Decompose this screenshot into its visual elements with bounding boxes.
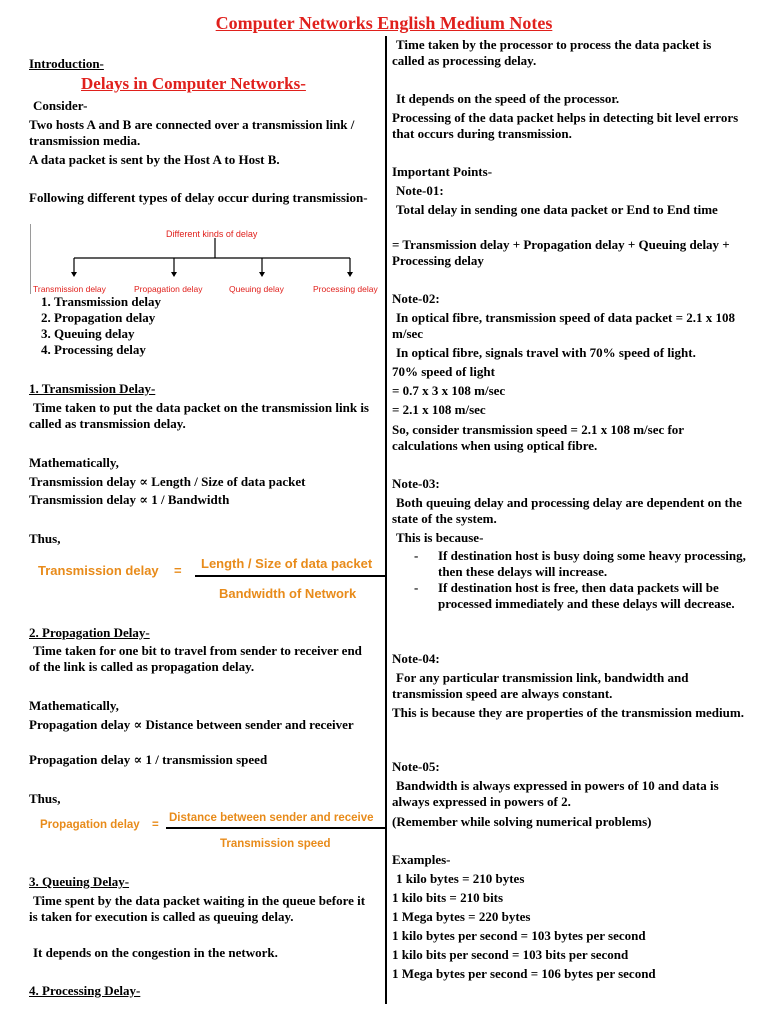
transmission-fraction-bar — [195, 575, 385, 577]
note-01-heading: Note-01: — [396, 183, 444, 198]
propagation-proportional-1: Propagation delay ∝ Distance between sender and receiver — [29, 717, 354, 732]
mathematically-label: Mathematically, — [29, 698, 119, 713]
processing-delay-error-detection: Processing of the data packet helps in detecting bit level errors that occurs during transmission. — [392, 110, 739, 141]
note-02-text-2: In optical fibre, signals travel with 70% speed of light. — [396, 345, 696, 360]
transmission-formula-numerator: Length / Size of data packet — [201, 556, 373, 571]
tree-leaf-processing: Processing delay — [313, 284, 378, 294]
mathematically-label: Mathematically, — [29, 455, 119, 470]
note-04-text-1: For any particular transmission link, bandwidth and transmission speed are always constant. — [392, 670, 689, 701]
list-item: 2. Propagation delay — [54, 310, 394, 326]
note-03-heading: Note-03: — [392, 476, 440, 491]
transmission-delay-heading: 1. Transmission Delay- — [29, 381, 156, 396]
processing-delay-definition: Time taken by the processor to process the data packet is called as processing delay. — [392, 37, 712, 68]
example-item: 1 Mega bytes = 220 bytes — [392, 909, 531, 924]
note-03-text: Both queuing delay and processing delay are dependent on the state of the system. — [392, 495, 742, 526]
transmission-formula-equals: = — [174, 563, 182, 578]
example-item: 1 kilo bits per second = 103 bits per second — [392, 947, 629, 962]
intro-paragraph-1: Two hosts A and B are connected over a transmission link / transmission media. — [29, 117, 355, 148]
processing-delay-dependency: It depends on the speed of the processor. — [396, 91, 620, 106]
thus-label: Thus, — [29, 531, 61, 546]
note-01-text: Total delay in sending one data packet or End to End time — [396, 202, 718, 217]
processing-delay-heading: 4. Processing Delay- — [29, 983, 141, 998]
propagation-delay-heading: 2. Propagation Delay- — [29, 625, 150, 640]
note-05-text-2: (Remember while solving numerical problems) — [392, 814, 652, 829]
note-05-heading: Note-05: — [392, 759, 440, 774]
transmission-proportional-1: Transmission delay ∝ Length / Size of data packet — [29, 474, 306, 489]
tree-leaf-propagation: Propagation delay — [134, 284, 203, 294]
important-points-heading: Important Points- — [392, 164, 493, 179]
list-item: 4. Processing delay — [54, 342, 394, 358]
list-item: - If destination host is busy doing some heavy processing, then these delays will increase. — [410, 548, 750, 580]
column-divider — [385, 36, 387, 1004]
propagation-formula-equals: = — [152, 819, 159, 831]
delay-types-diagram — [30, 224, 386, 294]
example-item: 1 Mega bytes per second = 106 bytes per second — [392, 966, 656, 981]
note-03-because: This is because- — [396, 530, 484, 545]
transmission-formula-denominator: Bandwidth of Network — [219, 586, 357, 601]
consider-label: Consider- — [33, 98, 88, 113]
propagation-delay-definition: Time taken for one bit to travel from sender to receiver end of the link is called as propagation delay. — [29, 643, 362, 674]
tree-leaf-transmission: Transmission delay — [33, 284, 106, 294]
intro-paragraph-2: A data packet is sent by the Host A to Host B. — [29, 152, 280, 167]
transmission-formula-lhs: Transmission delay — [38, 563, 159, 578]
example-item: 1 kilo bits = 210 bits — [392, 890, 504, 905]
note-02-text-5: = 2.1 x 108 m/sec — [392, 402, 486, 417]
propagation-formula-denominator: Transmission speed — [220, 838, 331, 850]
tree-leaf-queuing: Queuing delay — [229, 284, 284, 294]
note-02-text-4: = 0.7 x 3 x 108 m/sec — [392, 383, 506, 398]
section-heading: Delays in Computer Networks- — [81, 74, 306, 93]
list-item: - If destination host is free, then data packets will be processed immediately and these delays will decrease. — [410, 580, 750, 612]
propagation-proportional-2: Propagation delay ∝ 1 / transmission speed — [29, 752, 268, 767]
page-title: Computer Networks English Medium Notes — [215, 13, 553, 33]
note-02-text-3: 70% speed of light — [392, 364, 495, 379]
list-item: 1. Transmission delay — [54, 294, 394, 310]
note-05-text-1: Bandwidth is always expressed in powers of 10 and data is always expressed in powers of 2. — [392, 778, 719, 809]
note-02-text-1: In optical fibre, transmission speed of data packet = 2.1 x 108 m/sec — [392, 310, 736, 341]
propagation-formula-numerator: Distance between sender and receive — [169, 812, 374, 824]
thus-label: Thus, — [29, 791, 61, 806]
list-item: 3. Queuing delay — [54, 326, 394, 342]
note-02-text-6: So, consider transmission speed = 2.1 x 108 m/sec for calculations when using optical fibre. — [392, 422, 684, 453]
queuing-delay-heading: 3. Queuing Delay- — [29, 874, 130, 889]
note-03-bullets — [410, 548, 750, 612]
note-04-heading: Note-04: — [392, 651, 440, 666]
example-item: 1 kilo bytes per second = 103 bytes per second — [392, 928, 646, 943]
note-02-heading: Note-02: — [392, 291, 440, 306]
intro-paragraph-3: Following different types of delay occur during transmission- — [29, 190, 368, 205]
examples-heading: Examples- — [392, 852, 451, 867]
example-item: 1 kilo bytes = 210 bytes — [396, 871, 525, 886]
transmission-delay-definition: Time taken to put the data packet on the transmission link is called as transmission delay. — [29, 400, 369, 431]
propagation-fraction-bar — [166, 827, 385, 829]
delay-types-list — [28, 294, 394, 358]
note-04-text-2: This is because they are properties of the transmission medium. — [392, 705, 744, 720]
propagation-formula-lhs: Propagation delay — [40, 819, 140, 831]
queuing-delay-dependency: It depends on the congestion in the network. — [33, 945, 278, 960]
tree-root-label: Different kinds of delay — [166, 229, 258, 239]
intro-heading: Introduction- — [29, 56, 104, 71]
note-01-formula: = Transmission delay + Propagation delay + Queuing delay + Processing delay — [392, 237, 730, 268]
transmission-proportional-2: Transmission delay ∝ 1 / Bandwidth — [29, 492, 230, 507]
queuing-delay-definition: Time spent by the data packet waiting in the queue before it is taken for execution is called as queuing delay. — [29, 893, 366, 924]
